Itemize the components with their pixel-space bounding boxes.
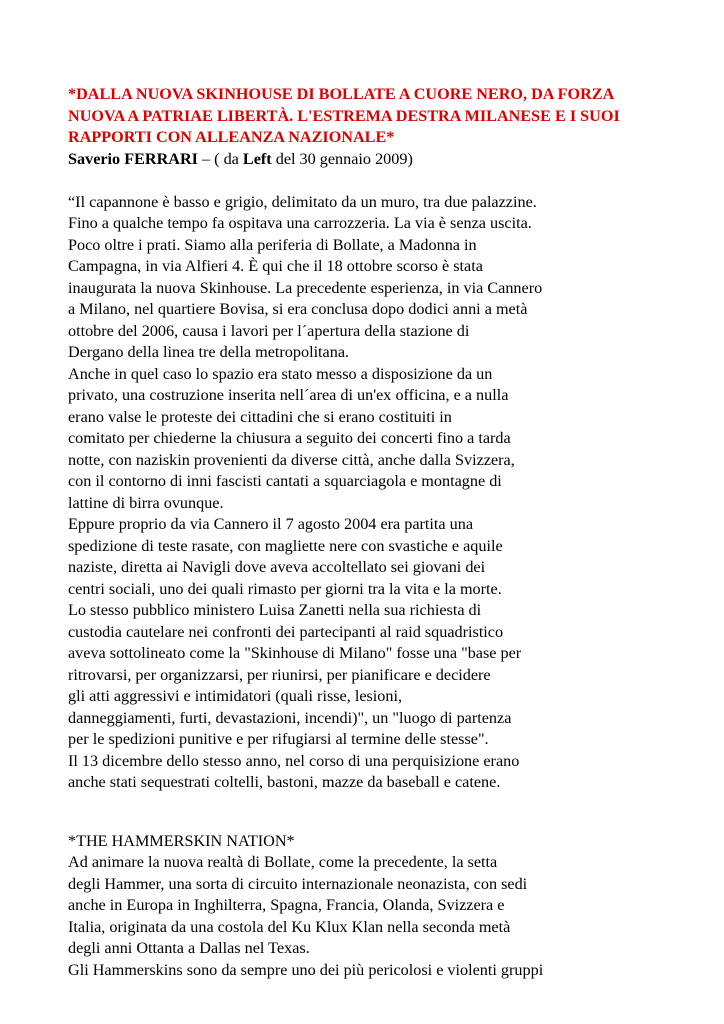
text-line: Ad animare la nuova realtà di Bollate, come la precedente, la setta [68,853,498,871]
text-line: a Milano, nel quartiere Bovisa, si era conclusa dopo dodici anni a metà [68,300,528,318]
text-line: inaugurata la nuova Skinhouse. La precedente esperienza, in via Cannero [68,278,543,297]
text-line: anche in Europa in Inghilterra, Spagna, Francia, Olanda, Svizzera e [68,896,505,914]
text-line: lattine di birra ovunque. [68,493,224,512]
text-line: Campagna, in via Alfieri 4. È qui che il 18 ottobre scorso è stata [68,257,483,275]
text-line: danneggiamenti, furti, devastazioni, incendi)", un "luogo di partenza [68,708,512,727]
headline-line: NUOVA A PATRIAE LIBERTÀ. L'ESTREMA DESTRA MILANESE E I SUOI [68,106,620,125]
text-line: Poco oltre i prati. Siamo alla periferia di Bollate, a Madonna in [68,235,477,254]
text-line: erano valse le proteste dei cittadini che si erano costituiti in [68,407,452,426]
text-line: Italia, originata da una costola del Ku Klux Klan nella seconda metà [68,917,511,936]
article-text [68,192,688,794]
text-line: Dergano della linea tre della metropolitana. [68,343,350,361]
text-line: centri sociali, uno dei quali rimasto per giorni tra la vita e la morte. [68,579,502,598]
text-line: Fino a qualche tempo fa ospitava una carrozzeria. La via è senza uscita. [68,214,532,232]
author-name: Saverio FERRARI [68,149,198,168]
text-line: anche stati sequestrati coltelli, bastoni, mazze da baseball e catene. [68,773,501,791]
section-hammerskin [68,831,688,982]
spacer [68,170,688,192]
spacer [68,794,688,831]
text-line: custodia cautelare nei confronti dei partecipanti al raid squadristico [68,622,504,641]
text-line: Il 13 dicembre dello stesso anno, nel corso di una perquisizione erano [68,751,520,770]
article-byline [68,149,688,171]
text-line: ottobre del 2006, causa i lavori per l´apertura della stazione di [68,321,470,340]
text-line: degli anni Ottanta a Dallas nel Texas. [68,939,310,957]
text-line: gli atti aggressivi e intimidatori (quali risse, lesioni, [68,687,403,705]
text-line: notte, con naziskin provenienti da diverse città, anche dalla Svizzera, [68,450,515,469]
text-line: aveva sottolineato come la "Skinhouse di Milano" fosse una "base per [68,644,522,662]
text-line: Gli Hammerskins sono da sempre uno dei più pericolosi e violenti gruppi [68,960,544,979]
text-line: “Il capannone è basso e grigio, delimitato da un muro, tra due palazzine. [68,192,537,211]
text-line: comitato per chiederne la chiusura a seguito dei concerti fino a tarda [68,429,511,447]
text-line: spedizione di teste rasate, con magliette nere con svastiche e aquile [68,536,503,555]
byline-separator: – ( da [197,149,243,168]
publication-date: del 30 gennaio 2009) [271,149,413,168]
section-heading: *THE HAMMERSKIN NATION* [68,831,295,850]
headline-line: *DALLA NUOVA SKINHOUSE DI BOLLATE A CUORE NERO, DA FORZA [68,85,615,103]
text-line: con il contorno di inni fascisti cantati a squarciagola e montagne di [68,472,502,490]
text-line: degli Hammer, una sorta di circuito internazionale neonazista, con sedi [68,874,528,893]
article-headline [68,84,688,149]
source-publication: Left [242,149,272,168]
text-line: ritrovarsi, per organizzarsi, per riunirsi, per pianificare e decidere [68,665,491,684]
headline-line: RAPPORTI CON ALLEANZA NAZIONALE* [68,128,395,146]
text-line: per le spedizioni punitive e per rifugiarsi al termine delle stesse". [68,730,489,748]
document-body [68,84,688,981]
text-line: Anche in quel caso lo spazio era stato messo a disposizione da un [68,364,493,383]
text-line: Eppure proprio da via Cannero il 7 agosto 2004 era partita una [68,515,474,533]
text-line: Lo stesso pubblico ministero Luisa Zanetti nella sua richiesta di [68,601,482,619]
text-line: privato, una costruzione inserita nell´area di un'ex officina, e a nulla [68,386,509,404]
text-line: naziste, diretta ai Navigli dove aveva accoltellato sei giovani dei [68,558,486,576]
